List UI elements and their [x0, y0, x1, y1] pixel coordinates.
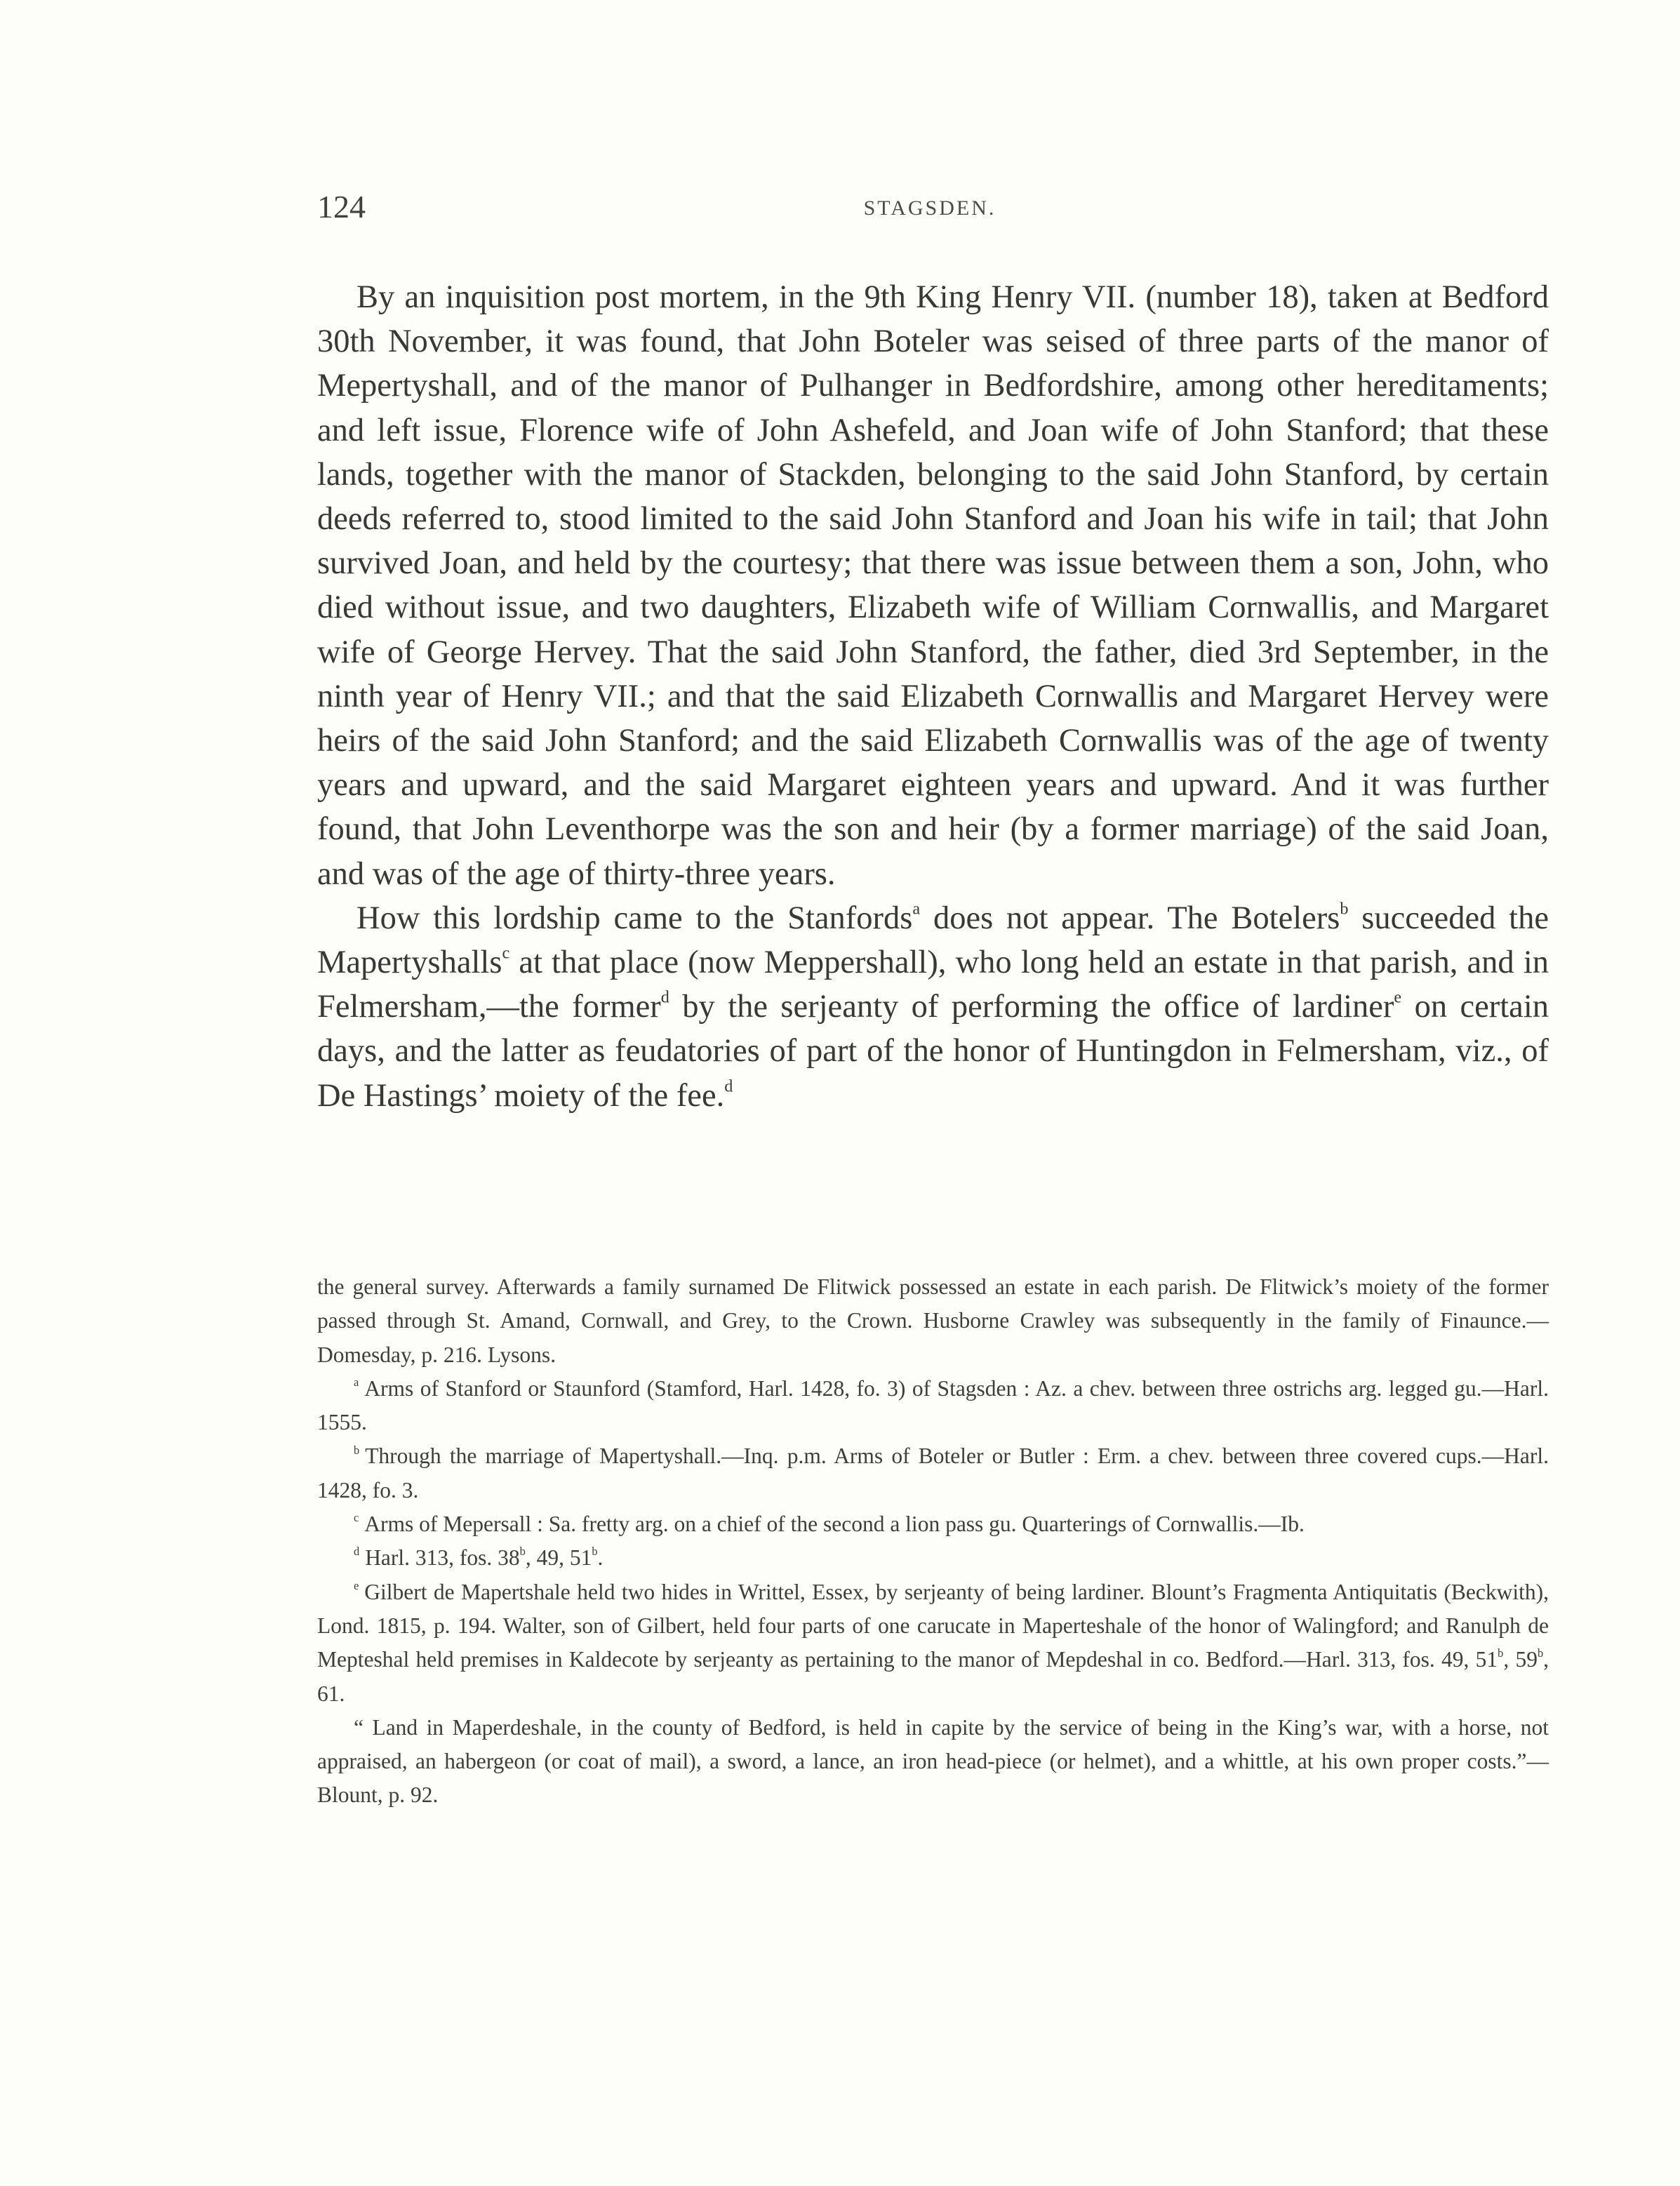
- footnote-mark: e: [354, 1578, 359, 1592]
- text-run: at that place (now Meppershall), who long held an estate in that parish, and in Felmersham,—the former: [317, 945, 1549, 1025]
- footnote-a: [317, 1372, 1549, 1440]
- text-run: does not appear. The Botelers: [920, 900, 1340, 936]
- footnotes: [317, 1270, 1549, 1813]
- text-run: How this lordship came to the Stanfords: [356, 900, 913, 936]
- footnote-ref-d-second: d: [724, 1077, 733, 1096]
- footnote-text: Harl. 313, fos. 38: [365, 1545, 520, 1571]
- footnote-mark: b: [354, 1443, 360, 1457]
- footnote-text: Arms of Stanford or Staunford (Stamford, Harl. 1428, fo. 3) of Stagsden : Az. a chev. between three ostrichs arg. legged gu.—Harl. 1555.: [317, 1375, 1549, 1435]
- footnote-text: Gilbert de Mapertshale held two hides in Writtel, Essex, by serjeanty of being lardiner. Blount’s Fragmenta Antiquitatis (Beckwith), Lond. 1815, p. 194. Walter, son of Gilbert, held four parts of one carucate in Maperteshale of the honor of Walingford; and Ranulph de Mepteshal held premises in Kaldecote by serjeanty as pertaining to the manor of Mepdeshal in co. Bedford.—Harl. 313, fos. 49, 51: [317, 1579, 1549, 1672]
- footnote-text: Arms of Mepersall : Sa. fretty arg. on a chief of the second a lion pass gu. Quarterings of Cornwallis.—Ib.: [364, 1512, 1305, 1537]
- paragraph-lordship: [317, 896, 1549, 1118]
- footnote-ref-a: a: [912, 899, 921, 919]
- footnote-ref-e: e: [1394, 987, 1402, 1007]
- footnote-mark: d: [354, 1545, 360, 1559]
- footnote-text: .: [597, 1545, 604, 1571]
- footnote-ref-c: c: [502, 943, 510, 963]
- footnote-c: [317, 1507, 1549, 1541]
- footnote-text: , 59: [1503, 1647, 1538, 1672]
- footnote-d: [317, 1541, 1549, 1575]
- text-run: by the serjeanty of performing the office of lardiner: [669, 989, 1394, 1025]
- text-run: succeeded the Mapertyshalls: [317, 900, 1549, 981]
- footnote-mark: c: [354, 1511, 359, 1525]
- footnote-e: [317, 1575, 1549, 1711]
- paragraph-inquisition: By an inquisition post mortem, in the 9th King Henry VII. (number 18), taken at Bedford 30th November, it was found, that John Boteler was seised of three parts of the manor of Mepertyshall, and of the manor of Pulhanger in Bedfordshire, among other hereditaments; and left issue, Florence wife of John Ashefeld, and Joan wife of John Stanford; that these lands, together with the manor of Stackden, belonging to the said John Stanford, by certain deeds referred to, stood limited to the said John Stanford and Joan his wife in tail; that John survived Joan, and held by the courtesy; that there was issue between them a son, John, who died without issue, and two daughters, Elizabeth wife of William Cornwallis, and Margaret wife of George Hervey. That the said John Stanford, the father, died 3rd September, in the ninth year of Henry VII.; and that the said Elizabeth Cornwallis and Margaret Hervey were heirs of the said John Stanford; and the said Elizabeth Cornwallis was of the age of twenty years and upward, and the said Margaret eighteen years and upward. And it was further found, that John Leventhorpe was the son and heir (by a former marriage) of the said Joan, and was of the age of thirty-three years.: [317, 279, 1549, 892]
- running-title: STAGSDEN.: [863, 196, 996, 220]
- text-run: on certain days, and the latter as feudatories of part of the honor of Huntingdon in Felmersham, viz., of De Hastings’ moiety of the fee.: [317, 989, 1549, 1114]
- footnote-continued: the general survey. Afterwards a family surnamed De Flitwick possessed an estate in each parish. De Flitwick’s moiety of the former passed through St. Amand, Cornwall, and Grey, to the Crown. Husborne Crawley was subsequently in the family of Finaunce.—Domesday, p. 216. Lysons.: [317, 1274, 1549, 1367]
- page-number: 124: [317, 189, 366, 225]
- footnote-b: [317, 1439, 1549, 1507]
- footnote-ref-b: b: [1340, 899, 1349, 919]
- quote-mark: “: [354, 1714, 364, 1740]
- footnote-mark: a: [354, 1375, 359, 1389]
- footnote-text: Through the marriage of Mapertyshall.—Inq. p.m. Arms of Boteler or Butler : Erm. a chev. between three covered cups.—Harl. 1428, fo. 3.: [317, 1444, 1549, 1502]
- folio-verso-mark: b: [1537, 1646, 1544, 1660]
- footnote-text: , 61.: [317, 1647, 1549, 1706]
- folio-verso-mark: b: [519, 1545, 526, 1559]
- folio-verso-mark: b: [1498, 1646, 1504, 1660]
- page-header: [317, 188, 1542, 230]
- main-text: [317, 275, 1549, 1118]
- folio-verso-mark: b: [592, 1545, 598, 1559]
- footnote-ref-d: d: [660, 987, 669, 1007]
- footnote-text: Land in Maperdeshale, in the county of Bedford, is held in capite by the service of being in the King’s war, with a horse, not appraised, an habergeon (or coat of mail), a sword, a lance, an iron head-piece (or helmet), and a whittle, at his own proper costs.”—Blount, p. 92.: [317, 1714, 1549, 1808]
- footnote-quote: [317, 1711, 1549, 1813]
- footnote-text: , 49, 51: [525, 1545, 592, 1571]
